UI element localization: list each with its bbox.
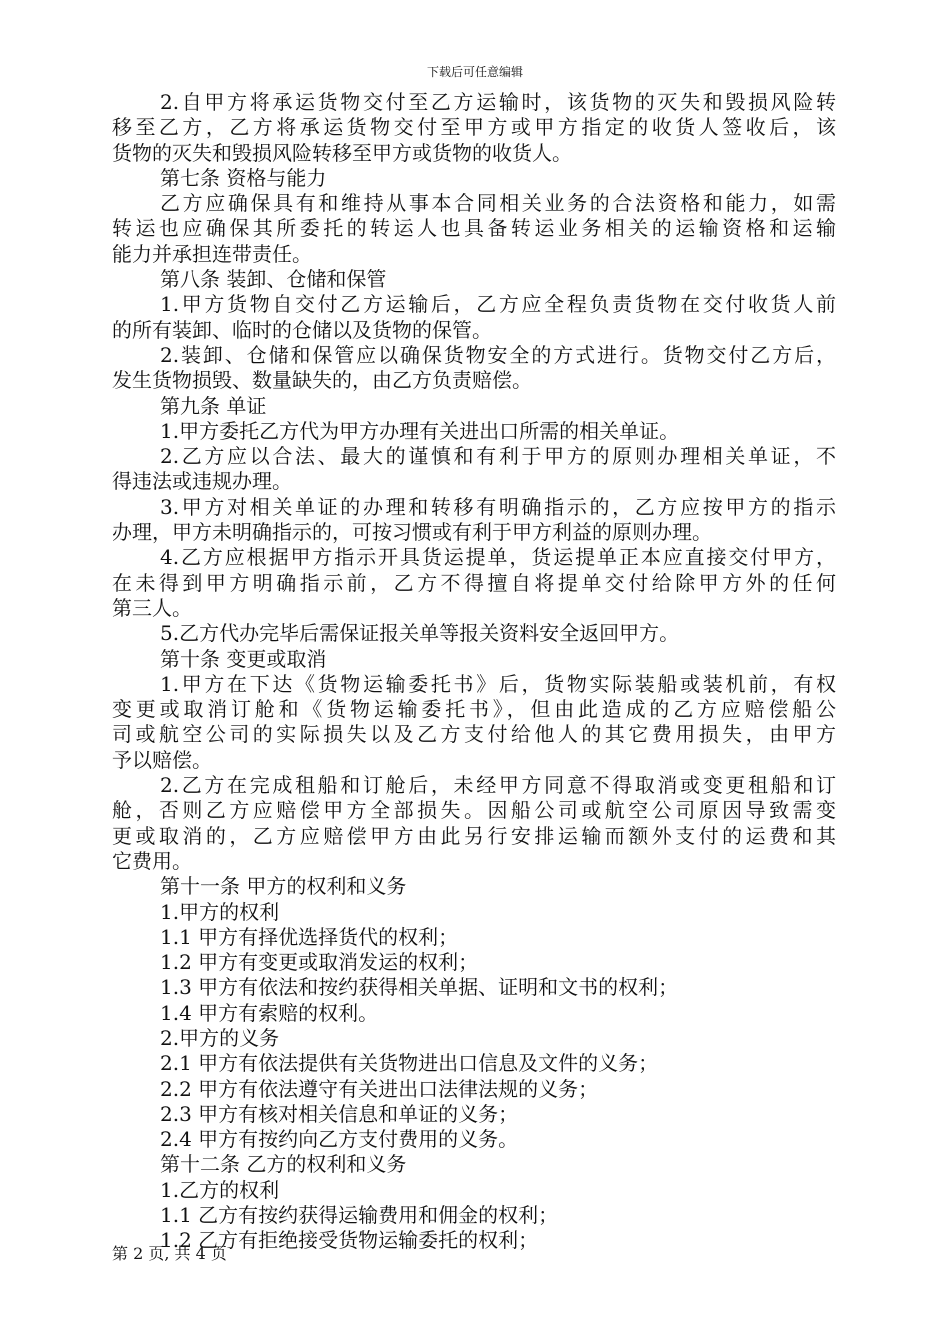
- text-line: 1.甲方委托乙方代为甲方办理有关进出口所需的相关单证。: [160, 418, 680, 443]
- text-line: 予以赔偿。: [112, 747, 212, 772]
- text-line: 2.装卸、仓储和保管应以确保货物安全的方式进行。货物交付乙方后，: [160, 342, 836, 367]
- page-number-footer: 第 2 页, 共 4 页: [112, 1244, 227, 1263]
- text-line: 舱，否则乙方应赔偿甲方全部损失。因船公司或航空公司原因导致需变: [112, 798, 836, 823]
- text-line: 能力并承担连带责任。: [112, 241, 312, 266]
- text-line: 1.2 甲方有变更或取消发运的权利；: [160, 950, 479, 975]
- text-line: 司或航空公司的实际损失以及乙方支付给他人的其它费用损失，由甲方: [112, 722, 836, 747]
- text-line: 1.3 甲方有依法和按约获得相关单据、证明和文书的权利；: [160, 975, 679, 1000]
- text-line: 2.2 甲方有依法遵守有关进出口法律法规的义务；: [160, 1076, 599, 1101]
- text-line: 第八条 装卸、仓储和保管: [160, 267, 387, 292]
- text-line: 第三人。: [112, 595, 192, 620]
- document-body: [112, 90, 836, 1254]
- text-line: 1.2 乙方有拒绝接受货物运输委托的权利；: [160, 1228, 539, 1253]
- text-line: 1.乙方的权利: [160, 1177, 280, 1202]
- text-line: 移至乙方，乙方将承运货物交付至甲方或甲方指定的收货人签收后，该: [112, 115, 836, 140]
- text-line: 1.4 甲方有索赔的权利。: [160, 1000, 379, 1025]
- text-line: 乙方应确保具有和维持从事本合同相关业务的合法资格和能力，如需: [160, 191, 836, 216]
- text-line: 转运也应确保其所委托的转运人也具备转运业务相关的运输资格和运输: [112, 216, 836, 241]
- text-line: 2.3 甲方有核对相关信息和单证的义务；: [160, 1101, 519, 1126]
- text-line: 在未得到甲方明确指示前，乙方不得擅自将提单交付给除甲方外的任何: [112, 570, 836, 595]
- text-line: 2.自甲方将承运货物交付至乙方运输时，该货物的灭失和毁损风险转: [160, 90, 836, 114]
- text-line: 第十二条 乙方的权利和义务: [160, 1152, 407, 1177]
- text-line: 5.乙方代办完毕后需保证报关单等报关资料安全返回甲方。: [160, 621, 680, 646]
- text-line: 2.1 甲方有依法提供有关货物进出口信息及文件的义务；: [160, 1051, 659, 1076]
- text-line: 第七条 资格与能力: [160, 165, 327, 190]
- text-line: 1.甲方的权利: [160, 899, 280, 924]
- text-line: 2.乙方应以合法、最大的谨慎和有利于甲方的原则办理相关单证，不: [160, 444, 836, 469]
- text-line: 货物的灭失和毁损风险转移至甲方或货物的收货人。: [112, 140, 572, 165]
- text-line: 的所有装卸、临时的仓储以及货物的保管。: [112, 317, 492, 342]
- text-line: 第十条 变更或取消: [160, 646, 327, 671]
- text-line: 更或取消的，乙方应赔偿甲方由此另行安排运输而额外支付的运费和其: [112, 823, 836, 848]
- text-line: 发生货物损毁、数量缺失的，由乙方负责赔偿。: [112, 368, 532, 393]
- text-line: 第九条 单证: [160, 393, 267, 418]
- text-line: 它费用。: [112, 848, 192, 873]
- text-line: 2.4 甲方有按约向乙方支付费用的义务。: [160, 1127, 519, 1152]
- text-line: 1.1 甲方有择优选择货代的权利；: [160, 924, 459, 949]
- text-line: 2.乙方在完成租船和订舱后，未经甲方同意不得取消或变更租船和订: [160, 773, 836, 798]
- text-line: 办理，甲方未明确指示的，可按习惯或有利于甲方利益的原则办理。: [112, 520, 712, 545]
- text-line: 1.甲方货物自交付乙方运输后，乙方应全程负责货物在交付收货人前: [160, 292, 836, 317]
- text-line: 2.甲方的义务: [160, 1025, 280, 1050]
- text-line: 得违法或违规办理。: [112, 469, 292, 494]
- page-header-note: 下载后可任意编辑: [426, 65, 523, 79]
- text-line: 1.甲方在下达《货物运输委托书》后，货物实际装船或装机前，有权: [160, 671, 836, 696]
- text-line: 变更或取消订舱和《货物运输委托书》，但由此造成的乙方应赔偿船公: [112, 697, 836, 722]
- text-line: 1.1 乙方有按约获得运输费用和佣金的权利；: [160, 1203, 559, 1228]
- text-line: 3.甲方对相关单证的办理和转移有明确指示的，乙方应按甲方的指示: [160, 494, 836, 519]
- text-line: 4.乙方应根据甲方指示开具货运提单，货运提单正本应直接交付甲方，: [160, 545, 836, 570]
- text-line: 第十一条 甲方的权利和义务: [160, 874, 407, 899]
